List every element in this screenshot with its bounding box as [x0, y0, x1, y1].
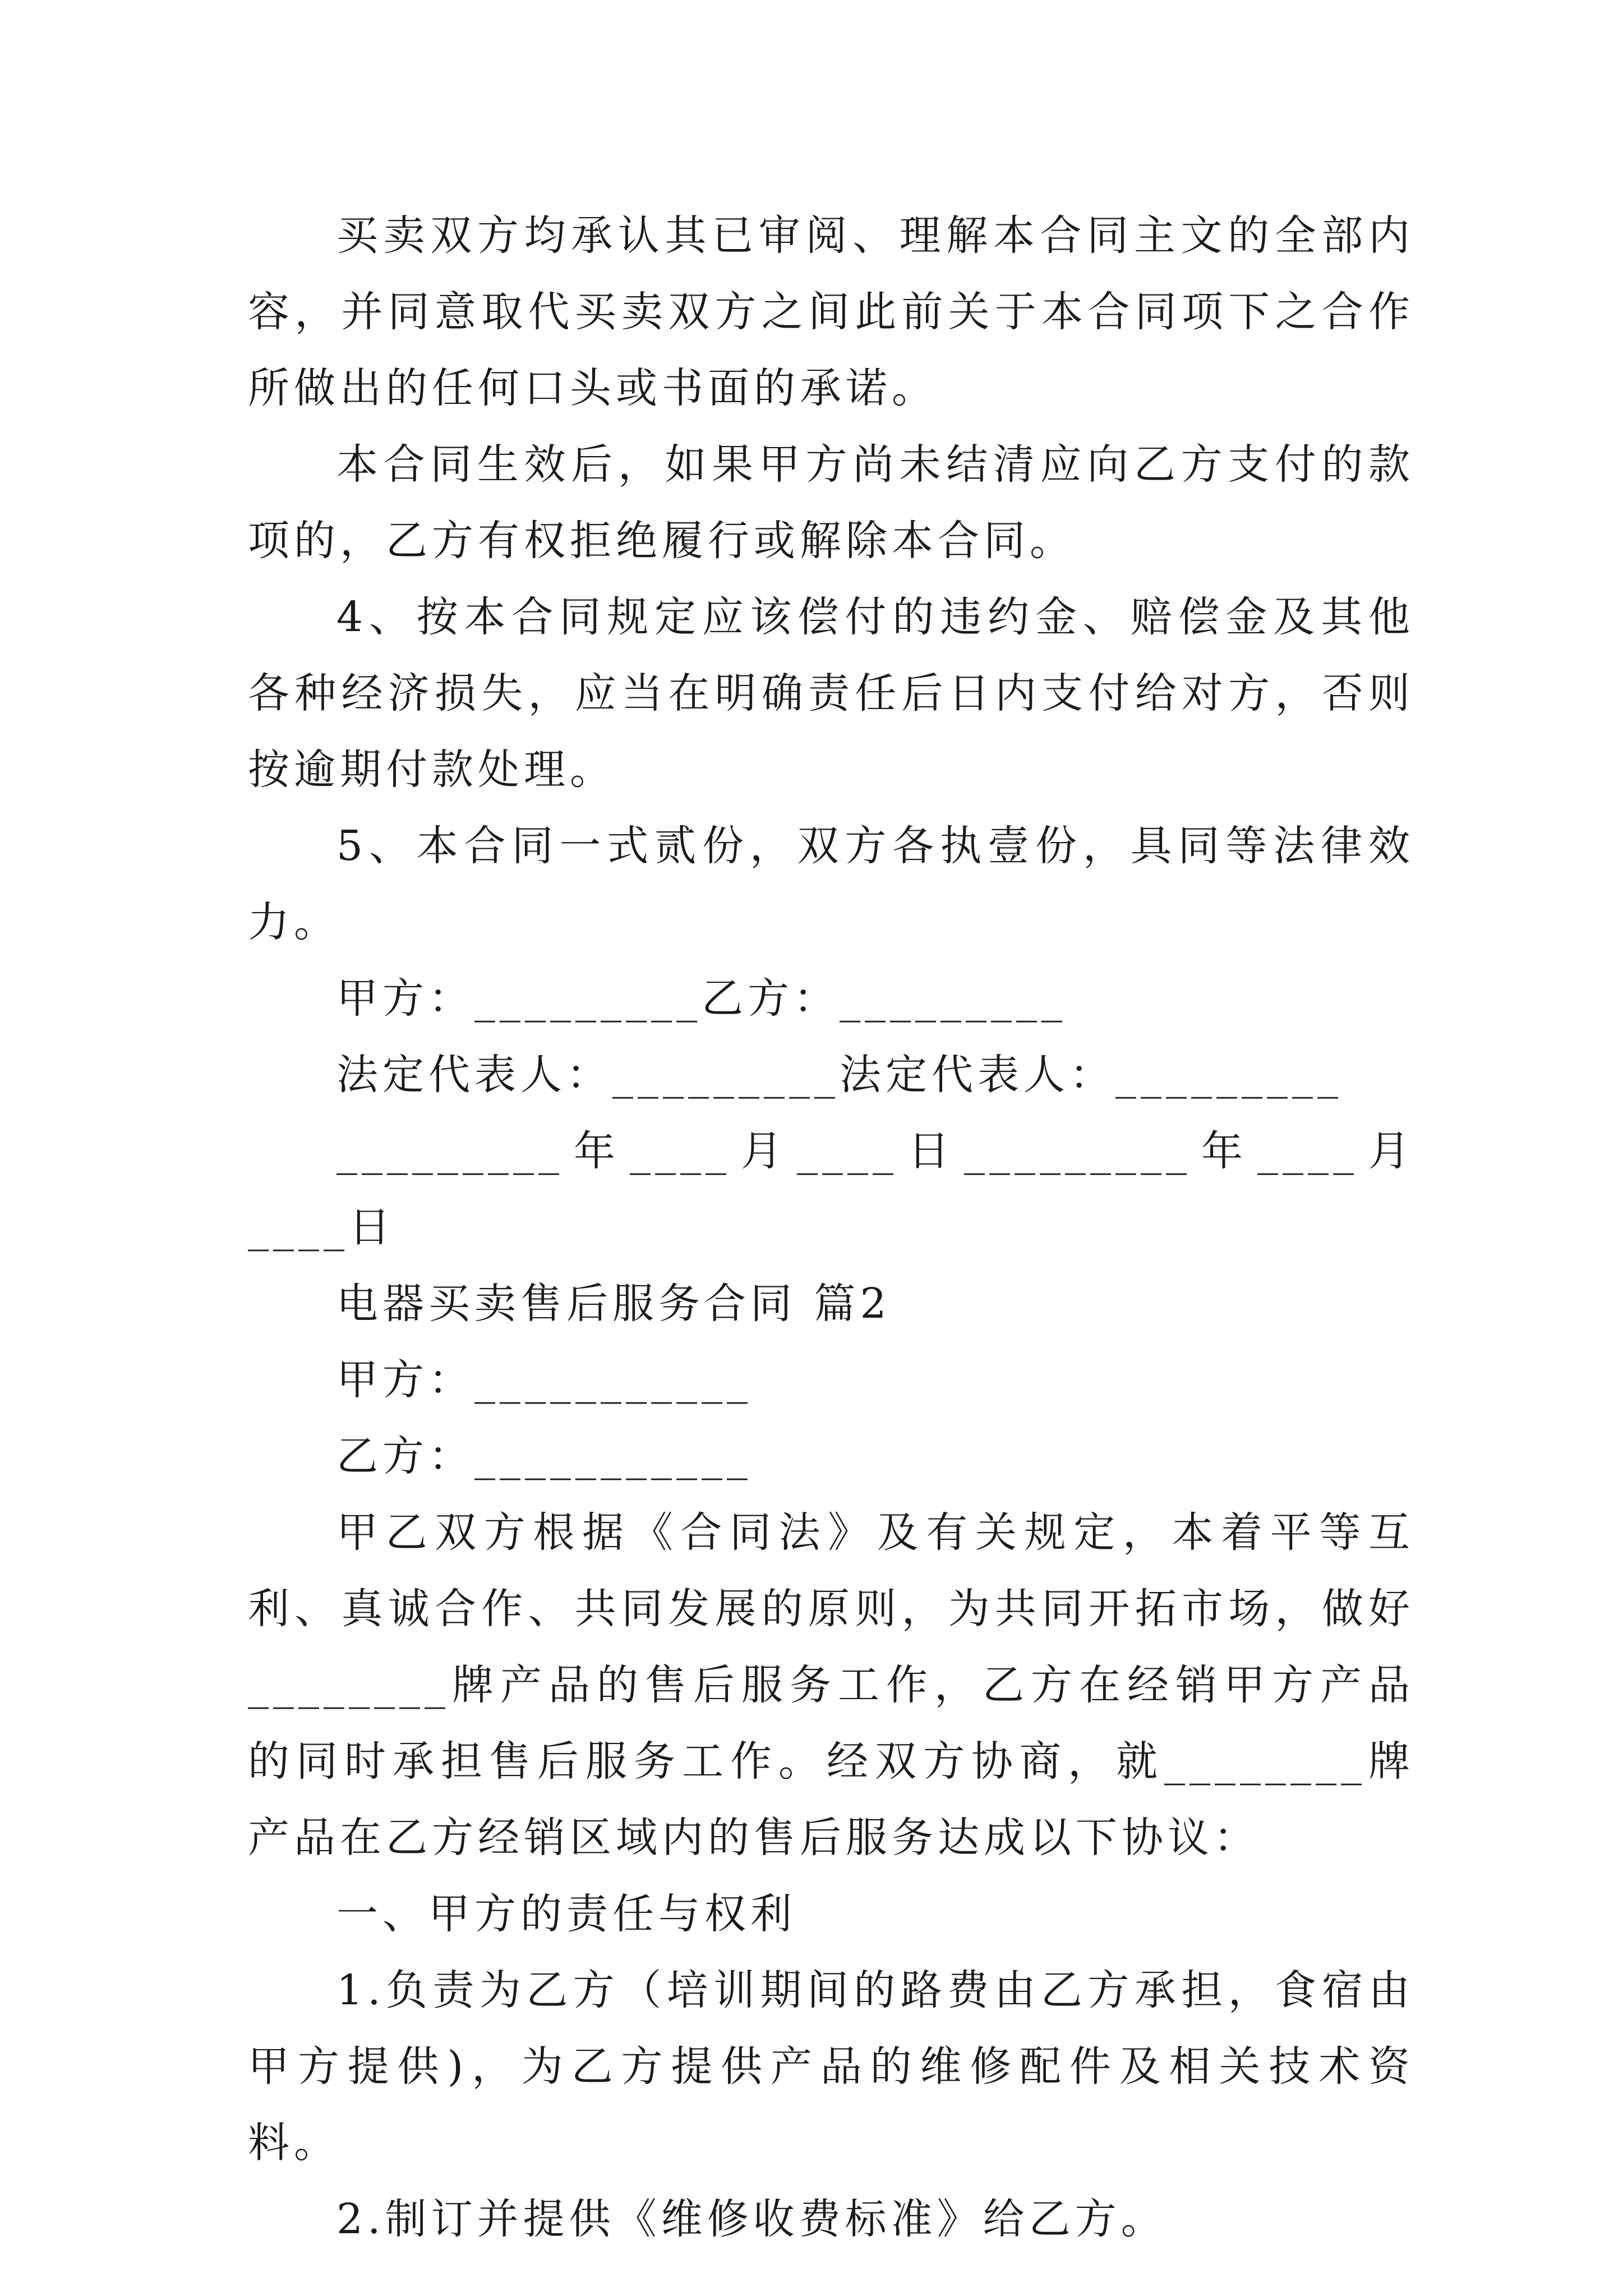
paragraph-preamble: 甲乙双方根据《合同法》及有关规定，本着平等互利、真诚合作、共同发展的原则，为共同开拓市场，做好________牌产品的售后服务工作，乙方在经销甲方产品的同时承担售后服务工作。经双方协商，就________牌产品在乙方经销区域内的售后服务达成以下协议：: [248, 1508, 1414, 1862]
paragraph-clause-5: 5、本合同一式贰份，双方各执壹份，具同等法律效力。: [248, 822, 1414, 946]
party-a-line: 甲方：___________: [336, 1356, 752, 1404]
paragraph-item-2: 2.制订并提供《维修收费标准》给乙方。: [336, 2195, 1167, 2243]
signature-representative-line: 法定代表人：_________法定代表人：_________: [336, 1051, 1343, 1099]
document-body: [248, 197, 1414, 2257]
section-title: 电器买卖售后服务合同 篇2: [336, 1280, 891, 1328]
signature-parties-line: 甲方：_________乙方：_________: [336, 974, 1067, 1023]
signature-date-line: _________年____月____日_________年____月____日: [248, 1127, 1414, 1251]
paragraph-unpaid-balance: 本合同生效后，如果甲方尚未结清应向乙方支付的款项的，乙方有权拒绝履行或解除本合同。: [248, 440, 1414, 565]
paragraph-acknowledgement: 买卖双方均承认其已审阅、理解本合同主文的全部内容，并同意取代买卖双方之间此前关于本合同项下之合作所做出的任何口头或书面的承诺。: [248, 211, 1414, 412]
paragraph-clause-4: 4、按本合同规定应该偿付的违约金、赔偿金及其他各种经济损失，应当在明确责任后日内支付给对方，否则按逾期付款处理。: [248, 593, 1414, 794]
paragraph-item-1: 1.负责为乙方（培训期间的路费由乙方承担，食宿由甲方提供)，为乙方提供产品的维修配件及相关技术资料。: [248, 1966, 1414, 2167]
party-b-line: 乙方：___________: [336, 1432, 752, 1480]
heading-party-a-duties: 一、甲方的责任与权利: [336, 1890, 796, 1938]
